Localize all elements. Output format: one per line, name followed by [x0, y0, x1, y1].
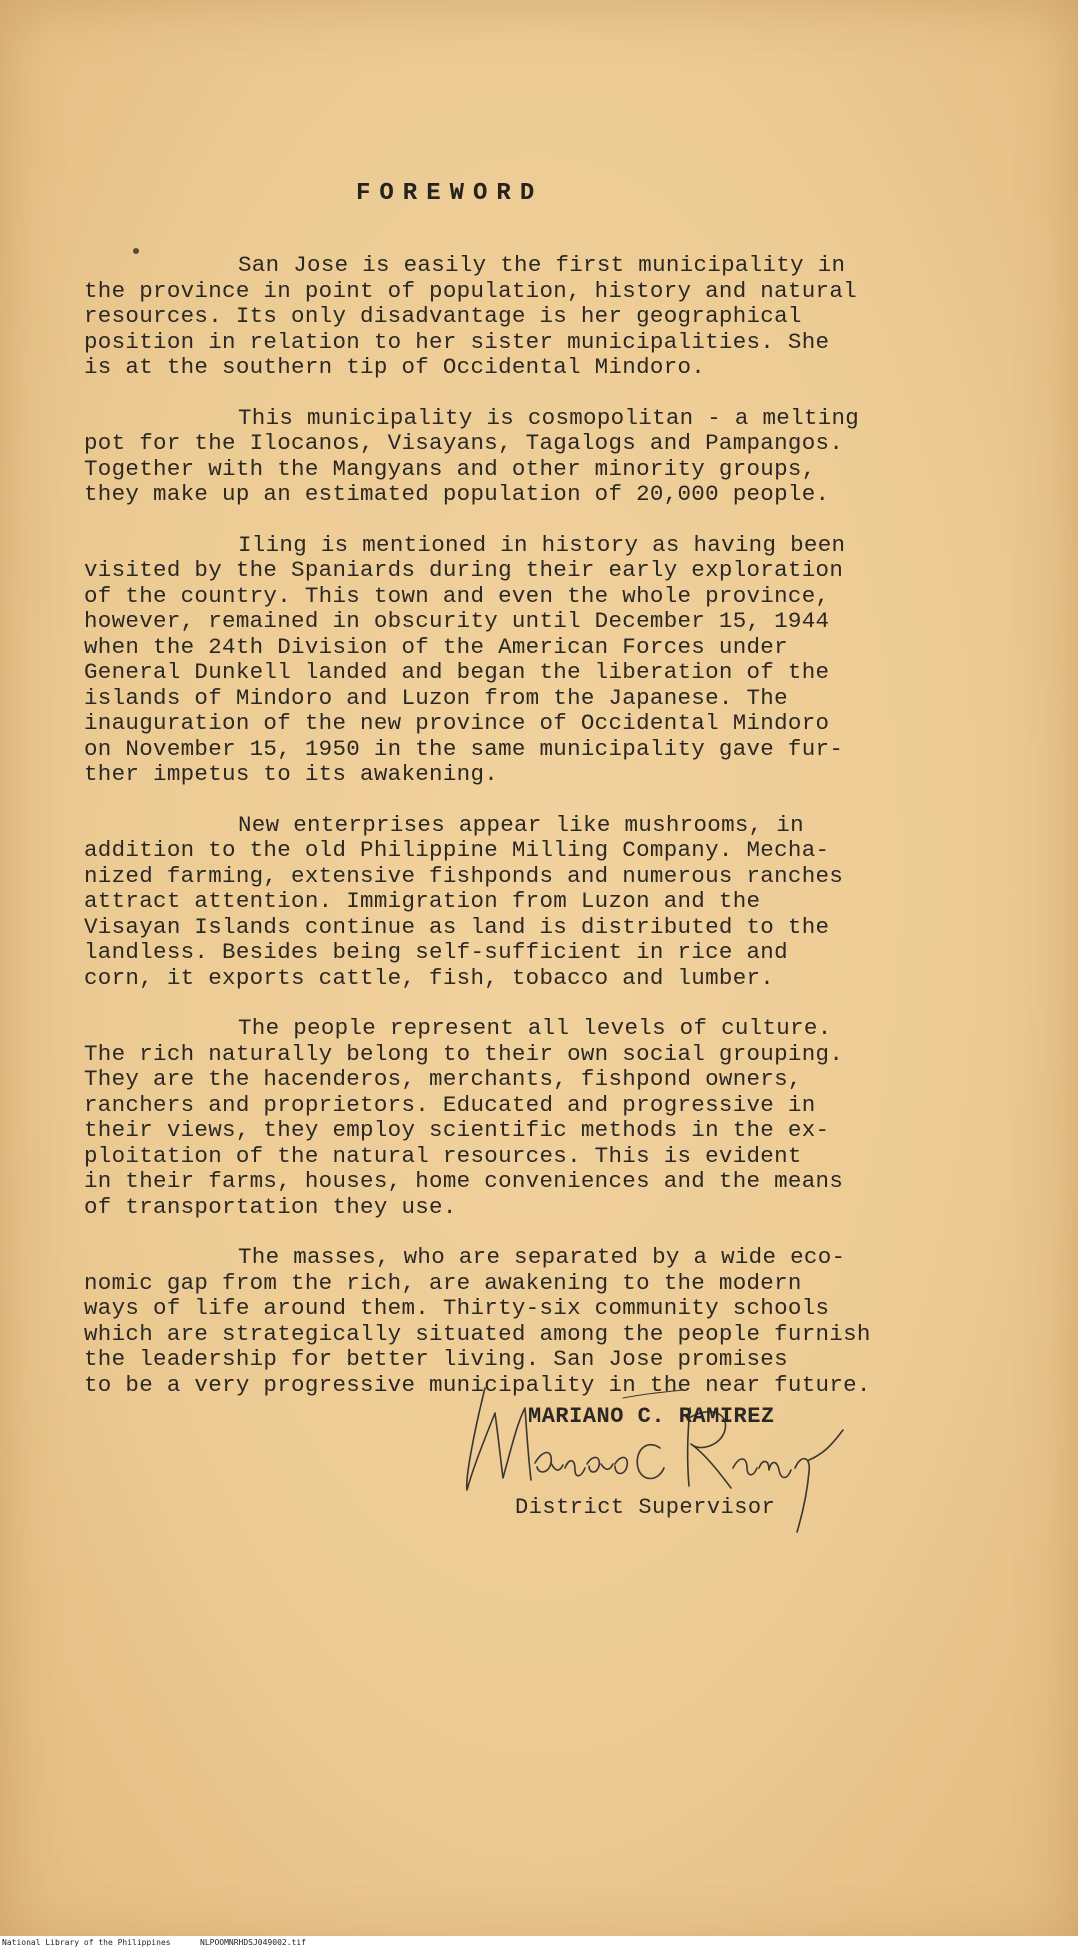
- paragraph-1: San Jose is easily the first municipality in the province in point of population, history and natural resources. Its only disadvantage is her geographical position in relation to her sister municipalities. She is at the southern tip of Occidental Mindoro.: [84, 252, 857, 380]
- paragraph-5: The people represent all levels of culture. The rich naturally belong to their own social grouping. They are the hacenderos, merchants, fishpond owners, ranchers and proprietors. Educated and progressive in their views, they employ scientific methods in the ex- ploitation of the natural resources. This is evident in their farms, houses, home conveniences and the means of transportation they use.: [84, 1015, 844, 1220]
- document-body: [84, 253, 984, 1423]
- footer-library: National Library of the Philippines: [2, 1938, 171, 1947]
- document-title: FOREWORD: [356, 180, 544, 207]
- paragraph-4: New enterprises appear like mushrooms, in addition to the old Philippine Milling Company. Mecha- nized farming, extensive fishponds and numerous ranches attract attention. Immigration from Luzon and the Visayan Islands continue as land is distributed to the landless. Besides being self-sufficient in rice and corn, it exports cattle, fish, tobacco and lumber.: [84, 811, 844, 991]
- footer-file-id: NLPOOMNRHDSJ049002.tif: [200, 1938, 306, 1947]
- paragraph-3: Iling is mentioned in history as having been visited by the Spaniards during their early exploration of the country. This town and even the whole province, however, remained in obscurity until December 15, 1944 when the 24th Division of the American Forces under General Dunkell landed and began the liberation of the islands of Mindoro and Luzon from the Japanese. The inauguration of the new province of Occidental Mindoro on November 15, 1950 in the same municipality gave fur- ther impetus to its awakening.: [84, 531, 846, 787]
- signatory-position: District Supervisor: [515, 1495, 776, 1520]
- handwritten-signature: [455, 1368, 855, 1548]
- signatory-name: MARIANO C. RAMIREZ: [528, 1404, 775, 1429]
- paragraph-6: The masses, who are separated by a wide eco- nomic gap from the rich, are awakening to the modern ways of life around them. Thirty-six community schools which are strategically situated among the people furnish the leadership for better living. San Jose promises to be a very progressive municipality in the near future.: [84, 1244, 871, 1398]
- scan-footer: [0, 1936, 1078, 1950]
- paragraph-2: This municipality is cosmopolitan - a melting pot for the Ilocanos, Visayans, Tagalogs and Pampangos. Together with the Mangyans and other minority groups, they make up an estimated population of 20,000 people.: [84, 404, 860, 507]
